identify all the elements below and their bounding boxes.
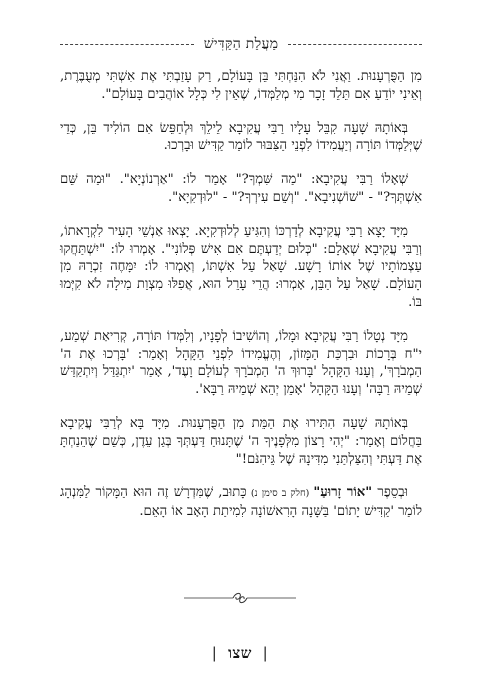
page-number-footer (0, 644, 480, 663)
paragraph: מִן הַפֻּרְעָנוּת. וַאֲנִי לֹא הִנַּחְתִּי בֵּן בָּעוֹלָם, רַק עָזַבְתִּי אֶת אִשְׁתִּי מְעֻבֶּרֶת, וְאֵינִי יוֹדֵעַ אִם תֵּלֵד זָכָר מִי מְלַמְּדוֹ, שֶׁאֵין לִי כְּלָל אוֹהֲבִים בָּעוֹלָם". (60, 69, 422, 102)
paragraph: בְּאוֹתָהּ שָׁעָה הִתִּירוּ אֶת הַמֵּת מִן הַפֻּרְעָנוּת. מִיָּד בָּא לְרַבִּי עֲקִיבָא בַּחֲלוֹם וְאָמַר: "יְהִי רָצוֹן מִלְּפָנֶיךָ ה' שֶׁתָּנוּחַ דַּעְתְּךָ בְּגַן עֵדֶן, כְּשֵׁם שֶׁהֵנַחְתָּ אֶת דַּעְתִּי וְהִצַּלְתַּנִי מִדִּינָהּ שֶׁל גֵּיהִנֹּם!" (60, 415, 422, 467)
paragraph: בְּאוֹתָהּ שָׁעָה קִבֵּל עָלָיו רַבִּי עֲקִיבָא לֵילֵךְ וּלְחַפֵּשׂ אִם הוֹלִיד בֵּן, כְּדֵי שֶׁיְּלַמְּדוֹ תּוֹרָה וְיַעֲמִידוֹ לִפְנֵי הַצִּבּוּר לוֹמַר קַדִּישׁ וּבָרְכוּ. (60, 120, 422, 154)
closing-paragraph (60, 484, 422, 521)
paragraph: שְׁאָלוֹ רַבִּי עֲקִיבָא: "מַה שִּׁמְךָ?" אָמַר לוֹ: "אַרְנוֹנְיָא". "וּמַה שֵּׁם אִשְׁתְּךָ?" - "שׁוֹשְׁנִיבָא". "וְשֵׁם עִירְךָ?" - "לוּדְקִיָא". (60, 172, 422, 205)
page-number: שצו (228, 644, 252, 662)
folio-bar-right: | (262, 644, 269, 662)
paragraph: מִיָּד נְטָלוֹ רַבִּי עֲקִיבָא וּמָלוֹ, וְהוֹשִׁיבוֹ לְפָנָיו, וְלִמְּדוֹ תּוֹרָה, קְרִיאַת שְׁמַע, י"ח בְּרָכוֹת וּבִרְכַּת הַמָּזוֹן, וְהֶעֱמִידוֹ לִפְנֵי הַקָּהָל וְאָמַר: 'בָּרְכוּ אֶת ה' הַמְבֹרָךְ', וְעָנוּ הַקָּהָל 'בָּרוּךְ ה' הַמְבֹרָךְ לְעוֹלָם וָעֶד', אָמַר 'יִתְגַּדַּל וְיִתְקַדַּשׁ שְׁמֵיהּ רַבָּה' וְעָנוּ הַקָּהָל 'אָמֵן יְהֵא שְׁמֵיהּ רַבָּא'. (60, 328, 422, 398)
body-text (60, 68, 422, 537)
header-rule-right (288, 44, 422, 45)
source-reference: (חלק ב סימן נ) (246, 488, 314, 500)
header-rule-left (60, 44, 194, 45)
paragraph: מִיָּד יָצָא רַבִּי עֲקִיבָא לְדַרְכּוֹ וְהִגִּיעַ לְלוּדְקִיָא. יָצְאוּ אַנְשֵׁי הָעִיר לִקְרָאתוֹ, וְרַבִּי עֲקִיבָא שְׁאָלָם: "כְּלוּם יְדַעְתֶּם אִם אִישׁ פְּלוֹנִי". אָמְרוּ לוֹ: "יִשְׁתַּחֲקוּ עַצְמוֹתָיו שֶׁל אוֹתוֹ רָשָׁע. שָׁאַל עַל אִשְׁתּוֹ, וְאָמְרוּ לוֹ: יִמָּחֶה זִכְרָהּ מִן הָעוֹלָם. שָׁאַל עַל הַבֵּן, אָמְרוּ: הֲרֵי עָרֵל הוּא, אֲפִלּוּ מִצְוַת מִילָה לֹא קִיְּמוּ בּוֹ. (60, 223, 422, 310)
source-title: "אוֹר זָרוּעַ" (313, 485, 373, 501)
closing-rest: כָּתוּב, שֶׁמִּדְרָשׁ זֶה הוּא הַמָּקוֹר לַמִּנְהָג לוֹמַר 'קַדִּישׁ יָתוֹם' בַּשָּׁנָה הָרִאשׁוֹנָה לִמִיתַת הָאָב אוֹ הָאֵם. (60, 485, 422, 520)
running-head-title: מַעֲלַת הַקַּדִּישׁ (203, 35, 279, 52)
flourish-divider-icon (0, 591, 480, 605)
closing-lead: וּבְסֵפֶר (372, 485, 408, 501)
folio-bar-left: | (211, 644, 218, 662)
running-header (60, 33, 422, 55)
